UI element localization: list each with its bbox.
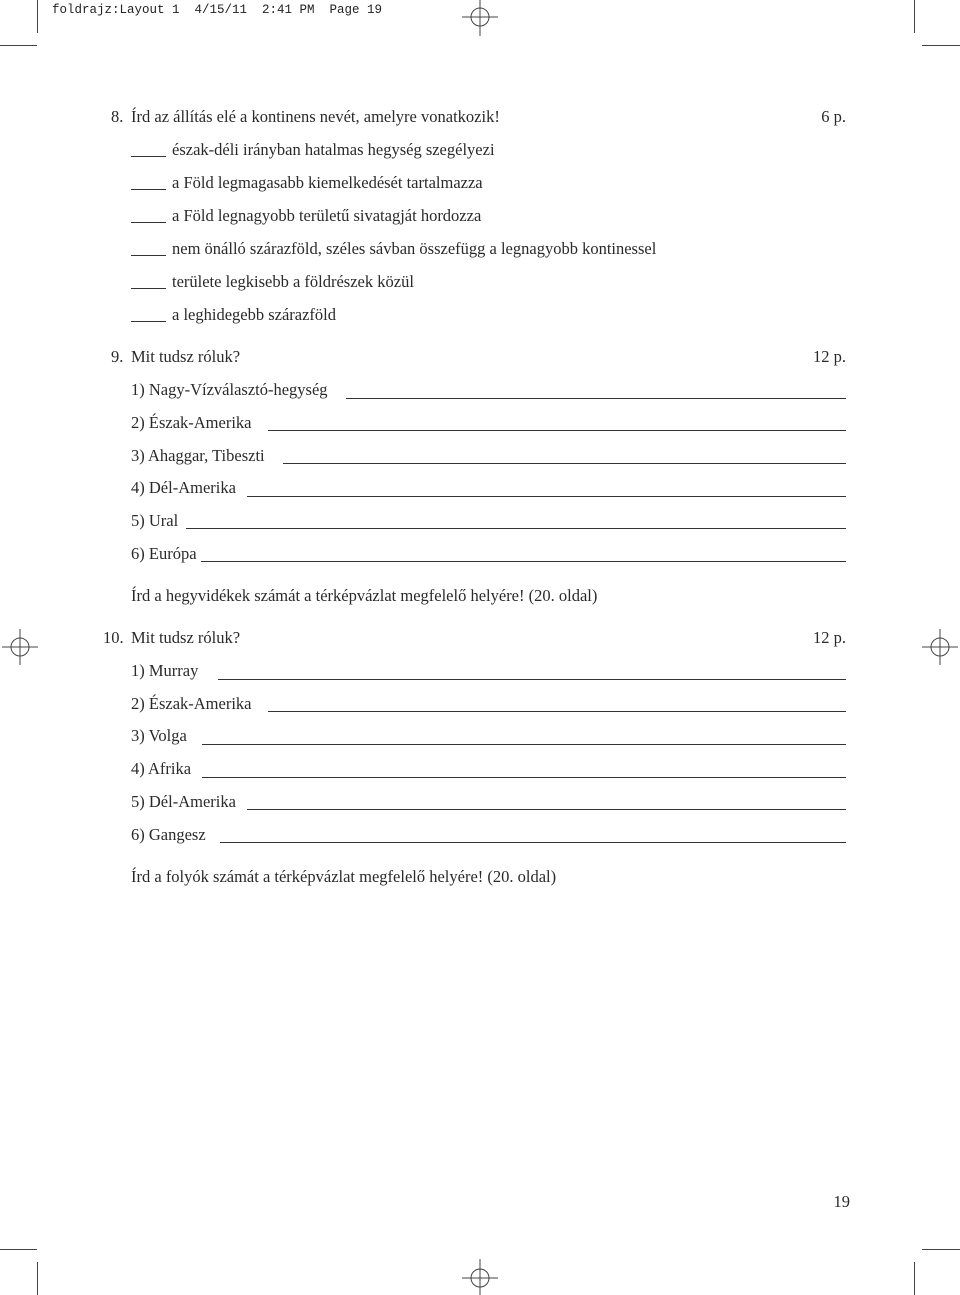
item-label: 2) Észak-Amerika [131,694,252,713]
statement: nem önálló szárazföld, széles sávban összefügg a legnagyobb kontinessel [172,239,657,258]
item-label: 2) Észak-Amerika [131,413,252,432]
item-label: 6) Európa [131,544,197,563]
statement: a Föld legmagasabb kiemelkedését tartalmazza [172,173,483,192]
answer-line[interactable] [268,711,846,712]
statement: észak-déli irányban hatalmas hegység szegélyezi [172,140,495,159]
item-label: 4) Afrika [131,759,192,778]
item-label: 1) Nagy-Vízválasztó-hegység [131,380,328,399]
registration-mark-right-icon [922,629,958,665]
question-number: 9. [111,347,124,366]
answer-line[interactable] [247,809,846,810]
answer-line[interactable] [220,842,846,843]
statement: a leghidegebb szárazföld [172,305,337,324]
question-points: 6 p. [821,107,846,126]
question-points: 12 p. [813,347,846,366]
registration-mark-left-icon [2,629,38,665]
question-title: Mit tudsz róluk? [131,347,241,366]
item-label: 4) Dél-Amerika [131,478,236,497]
print-slug: foldrajz:Layout 1 4/15/11 2:41 PM Page 19 [52,3,383,17]
answer-blank[interactable] [131,222,166,223]
instruction: Írd a folyók számát a térképvázlat megfelelő helyére! (20. oldal) [131,867,557,886]
registration-mark-bottom-icon [462,1259,498,1295]
question-points: 12 p. [813,628,846,647]
answer-line[interactable] [201,561,846,562]
answer-line[interactable] [346,398,846,399]
item-label: 6) Gangesz [131,825,206,844]
answer-blank[interactable] [131,156,166,157]
instruction: Írd a hegyvidékek számát a térképvázlat megfelelő helyére! (20. oldal) [131,586,598,605]
answer-line[interactable] [186,528,846,529]
item-label: 3) Volga [131,726,187,745]
answer-line[interactable] [247,496,846,497]
item-label: 5) Dél-Amerika [131,792,236,811]
answer-blank[interactable] [131,189,166,190]
question-title: Mit tudsz róluk? [131,628,241,647]
item-label: 1) Murray [131,661,199,680]
statement: a Föld legnagyobb területű sivatagját hordozza [172,206,482,225]
answer-blank[interactable] [131,288,166,289]
answer-blank[interactable] [131,255,166,256]
answer-line[interactable] [283,463,846,464]
question-title: Írd az állítás elé a kontinens nevét, amelyre vonatkozik! [131,107,500,126]
statement: területe legkisebb a földrészek közül [172,272,414,291]
item-label: 5) Ural [131,511,179,530]
item-label: 3) Ahaggar, Tibeszti [131,446,265,465]
question-number: 8. [111,107,124,126]
registration-mark-top-icon [462,0,498,36]
question-number: 10. [103,628,124,647]
answer-line[interactable] [202,744,846,745]
page-number: 19 [833,1192,850,1211]
answer-line[interactable] [218,679,846,680]
answer-blank[interactable] [131,321,166,322]
answer-line[interactable] [268,430,846,431]
answer-line[interactable] [202,777,846,778]
